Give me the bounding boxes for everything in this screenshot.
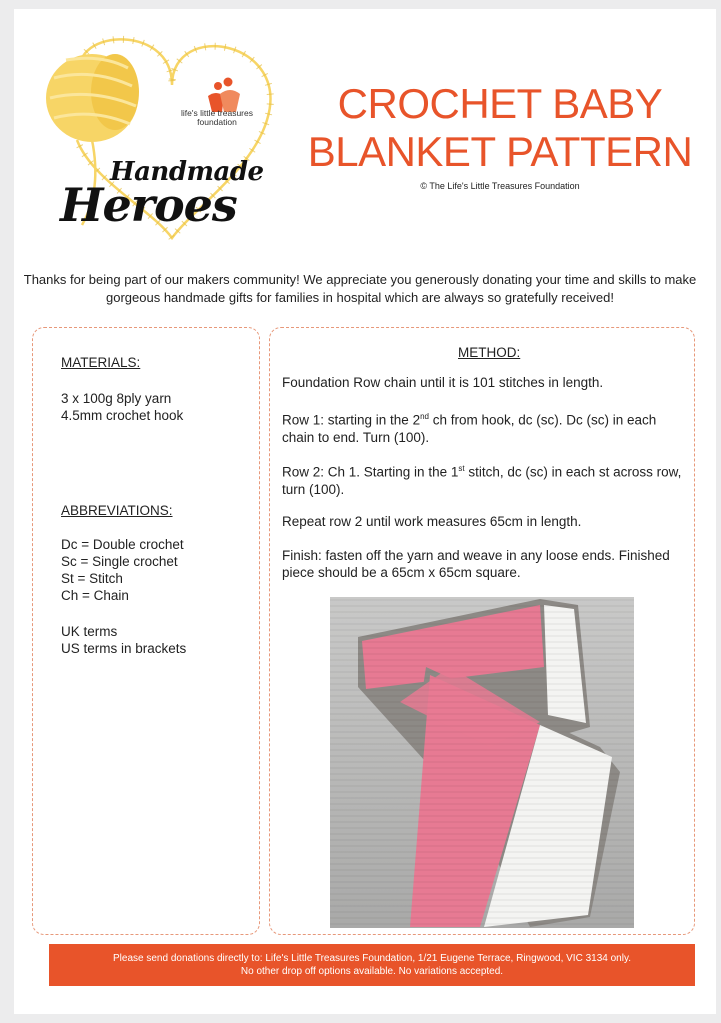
abbreviations-heading: ABBREVIATIONS: [61,503,173,518]
logo-foundation-name [172,109,262,127]
method-row-1 [282,408,682,446]
folded-blanket-image [330,597,634,928]
abbreviation-item: Sc = Single crochet [61,554,178,569]
materials-item: 3 x 100g 8ply yarn [61,391,172,406]
method-row-2 [282,460,682,498]
terms-note: US terms in brackets [61,641,187,656]
footer-line2: No other drop off options available. No variations accepted. [240,966,504,977]
materials-item: 4.5mm crochet hook [61,408,184,423]
title-line1: CROCHET BABY [337,80,663,127]
copyright-notice: © The Life's Little Treasures Foundation [420,181,580,191]
logo-org-line2: foundation [197,117,237,127]
handmade-heroes-logo [22,20,292,245]
terms-note: UK terms [61,624,118,639]
method-finish: Finish: fasten off the yarn and weave in any loose ends. Finished piece should be a 65cm x 65cm square. [282,548,670,580]
row2-text-start: Row 2: Ch 1. Starting in the 1 [282,464,459,480]
materials-panel [32,327,260,935]
method-foundation-row: Foundation Row chain until it is 101 stitches in length. [282,375,604,390]
row2-text-end: stitch, dc (sc) in each st across row, turn (100). [282,464,682,497]
method-heading: METHOD: [458,345,521,360]
method-repeat: Repeat row 2 until work measures 65cm in length. [282,514,582,529]
logo-heroes-text: Heroes [60,178,237,232]
logo-handmade-text: Handmade [110,157,264,187]
abbreviation-item: Ch = Chain [61,588,129,603]
row2-superscript: st [458,464,465,473]
intro-paragraph: Thanks for being part of our makers community! We appreciate you generously donating your time and skills to make gorgeous handmade gifts for families in hospital which are always so gratefully received! [23,272,697,305]
abbreviation-item: Dc = Double crochet [61,537,184,552]
row1-superscript: nd [420,412,429,421]
footer-banner [49,944,695,986]
materials-heading: MATERIALS: [61,355,141,370]
page-title [305,80,695,176]
logo-org-line1: life's little treasures [180,108,253,118]
title-line2: BLANKET PATTERN [307,128,693,175]
blanket-photo [330,597,634,928]
row1-text-start: Row 1: starting in the 2 [282,412,421,428]
abbreviation-item: St = Stitch [61,571,123,586]
footer-line1: Please send donations directly to: Life's Little Treasures Foundation, 1/21 Eugene Terrace, Ringwood, VIC 3134 only. [113,953,631,964]
row1-text-end: ch from hook, dc (sc). Dc (sc) in each chain to end. Turn (100). [282,412,657,445]
